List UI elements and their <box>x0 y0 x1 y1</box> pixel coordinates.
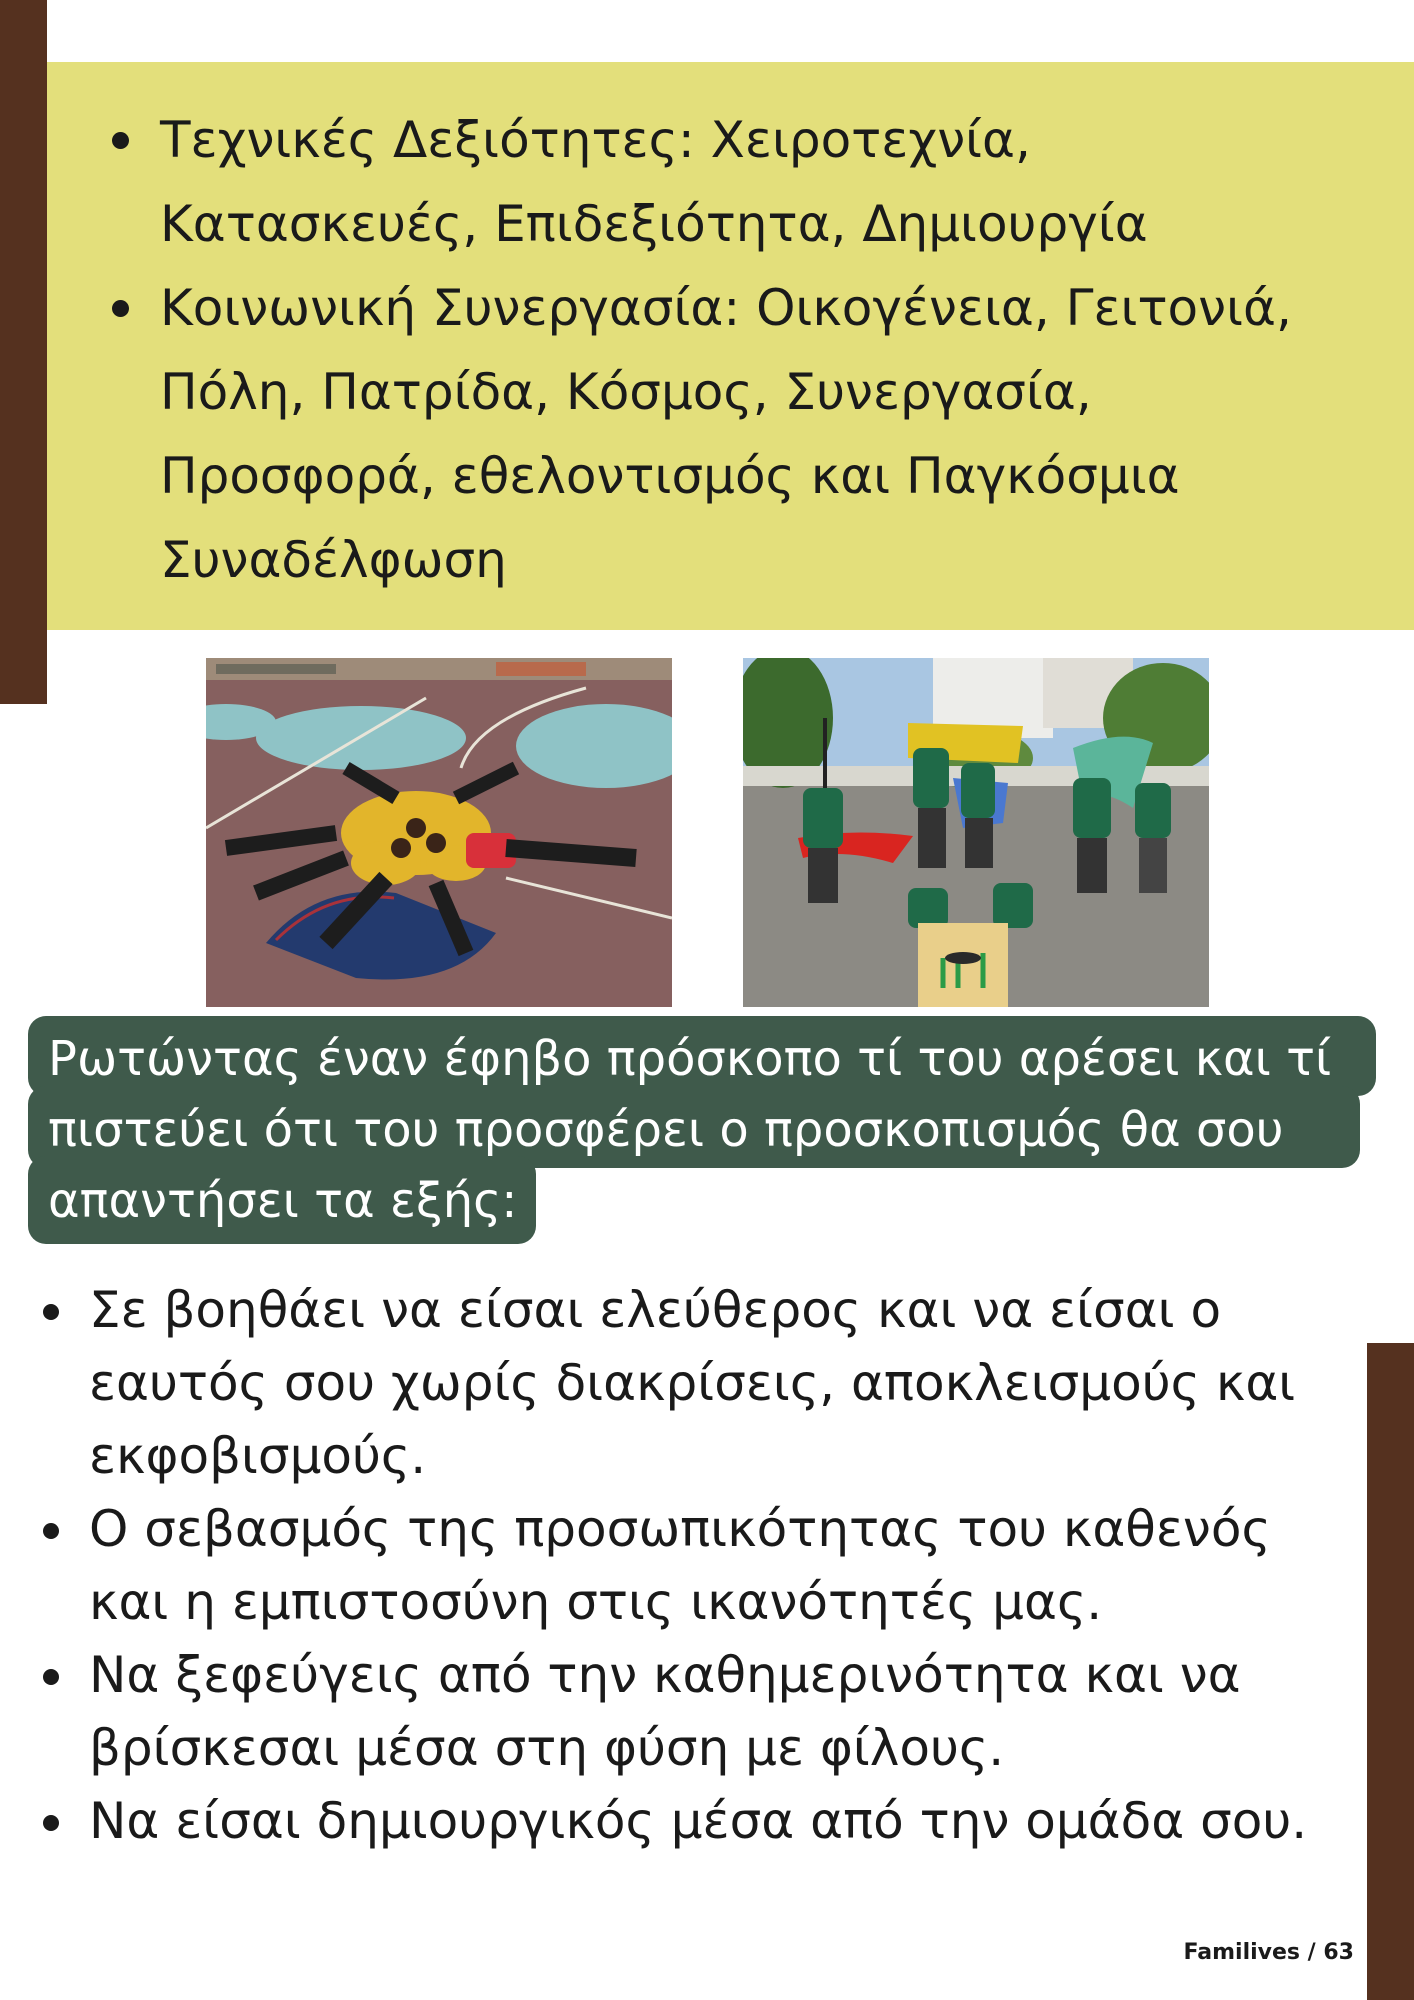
list-item <box>112 98 1292 266</box>
answer-text: Ο σεβασμός της προσωπικότητας του καθενός και η εμπιστοσύνη στις ικανότητές μας. <box>89 1500 1271 1631</box>
skill-text: Κοινωνική Συνεργασία: Οικογένεια, Γειτονιά, Πόλη, Πατρίδα, Κόσμος, Συνεργασία, Προσφορά, εθελοντισμός και Παγκόσμια Συναδέλφωση <box>160 279 1292 589</box>
decorative-bar-right <box>1367 1343 1414 2000</box>
skill-text: Τεχνικές Δεξιότητες: Χειροτεχνία, Κατασκευές, Επιδεξιότητα, Δημιουργία <box>160 111 1148 253</box>
decorative-bar-left <box>0 0 47 704</box>
skills-list <box>112 98 1292 602</box>
callout-question <box>28 1016 1378 1246</box>
callout-line: Ρωτώντας έναν έφηβο πρόσκοπο τί του αρέσει και τί <box>48 1031 1332 1087</box>
list-item <box>40 1639 1360 1785</box>
bullet-icon <box>112 300 129 317</box>
bullet-icon <box>43 1523 59 1539</box>
callout-line: πιστεύει ότι του προσφέρει ο προσκοπισμός θα σου <box>48 1102 1284 1158</box>
bullet-icon <box>43 1669 59 1685</box>
answer-text: Σε βοηθάει να είσαι ελεύθερος και να είσαι ο εαυτός σου χωρίς διακρίσεις, αποκλεισμούς και εκφοβισμούς. <box>89 1281 1296 1485</box>
list-item <box>40 1785 1360 1858</box>
answers-list <box>40 1274 1360 1858</box>
list-item <box>112 266 1292 602</box>
page-footer: Familives / 63 <box>1183 1940 1354 1965</box>
answer-text: Να ξεφεύγεις από την καθημερινότητα και να βρίσκεσαι μέσα στη φύση με φίλους. <box>89 1646 1241 1777</box>
answer-text: Να είσαι δημιουργικός μέσα από την ομάδα σου. <box>89 1792 1308 1850</box>
callout-line: απαντήσει τα εξής: <box>48 1173 518 1229</box>
photo-scouts-star-formation <box>206 658 672 1007</box>
bullet-icon <box>43 1815 59 1831</box>
bullet-icon <box>43 1304 59 1320</box>
photo-scouts-with-flags <box>743 658 1209 1007</box>
list-item <box>40 1274 1360 1493</box>
list-item <box>40 1493 1360 1639</box>
bullet-icon <box>112 132 129 149</box>
